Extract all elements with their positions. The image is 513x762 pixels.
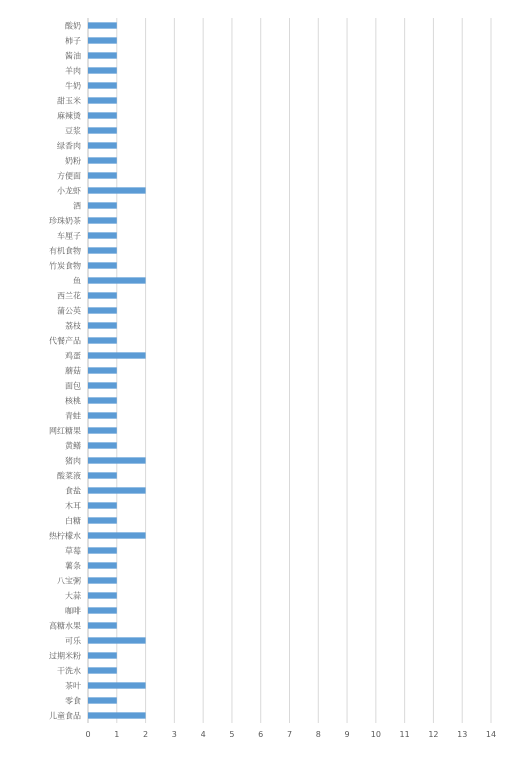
category-label: 代餐产品 xyxy=(49,336,81,346)
bar xyxy=(88,37,117,43)
category-label: 蘑菇 xyxy=(65,366,81,376)
category-label: 蒲公英 xyxy=(57,306,81,316)
bar xyxy=(88,622,117,628)
category-label: 猪肉 xyxy=(65,456,81,466)
x-tick-label: 1 xyxy=(114,730,120,739)
bar xyxy=(88,412,117,418)
category-label: 咖啡 xyxy=(65,606,81,616)
category-label: 高糖水果 xyxy=(49,621,81,631)
bar xyxy=(88,292,117,298)
category-label: 鱼 xyxy=(73,276,81,286)
bar xyxy=(88,547,117,553)
category-label: 奶粉 xyxy=(65,156,81,166)
category-label: 黄鳝 xyxy=(65,441,81,451)
category-label: 热柠檬水 xyxy=(49,531,81,541)
category-label: 羊肉 xyxy=(65,66,81,76)
x-tick-label: 12 xyxy=(428,730,439,739)
grid xyxy=(88,18,491,723)
bar xyxy=(88,97,117,103)
category-label: 干洗水 xyxy=(57,666,81,676)
bar xyxy=(88,367,117,373)
category-label: 酸奶 xyxy=(65,21,81,31)
bar xyxy=(88,682,146,688)
x-tick-label: 3 xyxy=(171,730,177,739)
bar xyxy=(88,22,117,28)
bar xyxy=(88,457,146,463)
x-tick-label: 14 xyxy=(485,730,497,739)
bar xyxy=(88,157,117,163)
bar xyxy=(88,232,117,238)
category-label: 小龙虾 xyxy=(57,186,81,196)
category-label: 八宝粥 xyxy=(57,576,81,586)
category-label: 青蛙 xyxy=(65,411,81,421)
x-tick-label: 10 xyxy=(370,730,381,739)
category-label: 珍珠奶茶 xyxy=(49,216,81,226)
bar xyxy=(88,262,117,268)
x-tick-label: 8 xyxy=(315,730,321,739)
x-tick-labels xyxy=(85,730,496,739)
bar xyxy=(88,322,117,328)
category-label: 大蒜 xyxy=(65,591,81,601)
category-label: 鸡蛋 xyxy=(65,351,81,361)
bar xyxy=(88,652,117,658)
category-label: 食盐 xyxy=(65,486,81,496)
bar xyxy=(88,82,117,88)
category-label: 儿童食品 xyxy=(49,711,81,721)
bar xyxy=(88,502,117,508)
bar xyxy=(88,487,146,493)
category-label: 零食 xyxy=(65,696,81,706)
category-label: 草莓 xyxy=(65,546,81,556)
bar xyxy=(88,352,146,358)
bar xyxy=(88,217,117,223)
category-labels xyxy=(49,21,82,721)
bar xyxy=(88,247,117,253)
bar xyxy=(88,67,117,73)
x-tick-label: 5 xyxy=(229,730,235,739)
bar xyxy=(88,142,117,148)
category-label: 酱油 xyxy=(65,51,81,61)
bar xyxy=(88,697,117,703)
x-tick-label: 9 xyxy=(344,730,350,739)
bar xyxy=(88,607,117,613)
bar xyxy=(88,52,117,58)
x-tick-label: 11 xyxy=(399,730,410,739)
category-label: 可乐 xyxy=(65,636,81,646)
bar xyxy=(88,517,117,523)
bar xyxy=(88,202,117,208)
x-tick-label: 0 xyxy=(85,730,91,739)
bar xyxy=(88,532,146,538)
bar xyxy=(88,427,117,433)
category-label: 薯条 xyxy=(65,561,81,571)
category-label: 酸菜液 xyxy=(57,471,81,481)
x-tick-label: 6 xyxy=(258,730,264,739)
category-label: 麻辣烫 xyxy=(57,111,81,121)
bar xyxy=(88,592,117,598)
bar xyxy=(88,112,117,118)
category-label: 西兰花 xyxy=(57,291,81,301)
bar xyxy=(88,637,146,643)
category-label: 方便面 xyxy=(57,171,81,181)
category-label: 过期米粉 xyxy=(49,651,81,661)
bar xyxy=(88,307,117,313)
category-label: 荔枝 xyxy=(65,321,81,331)
x-tick-label: 7 xyxy=(286,730,293,739)
category-label: 面包 xyxy=(65,381,81,391)
category-label: 绿香肉 xyxy=(57,141,81,151)
category-label: 车厘子 xyxy=(57,231,81,241)
x-tick-label: 13 xyxy=(457,730,468,739)
category-label: 木耳 xyxy=(65,501,81,511)
category-label: 酒 xyxy=(73,201,81,211)
category-label: 核桃 xyxy=(65,396,81,406)
category-label: 竹炭食物 xyxy=(49,261,81,271)
category-label: 有机食物 xyxy=(49,246,81,256)
bar xyxy=(88,277,146,283)
bar xyxy=(88,442,117,448)
bar xyxy=(88,382,117,388)
x-tick-label: 2 xyxy=(143,730,149,739)
category-label: 甜玉米 xyxy=(57,96,81,106)
bar xyxy=(88,187,146,193)
bar xyxy=(88,712,146,718)
bar xyxy=(88,667,117,673)
category-label: 豆浆 xyxy=(65,126,81,136)
bar xyxy=(88,337,117,343)
bar xyxy=(88,577,117,583)
category-label: 茶叶 xyxy=(65,681,81,691)
category-label: 柿子 xyxy=(65,36,81,46)
bar xyxy=(88,172,117,178)
category-label: 白糖 xyxy=(65,516,81,526)
category-label: 牛奶 xyxy=(65,81,81,91)
bar xyxy=(88,127,117,133)
x-tick-label: 4 xyxy=(200,730,206,739)
bar xyxy=(88,397,117,403)
bar xyxy=(88,472,117,478)
category-label: 网红糖果 xyxy=(49,426,81,436)
bar xyxy=(88,562,117,568)
